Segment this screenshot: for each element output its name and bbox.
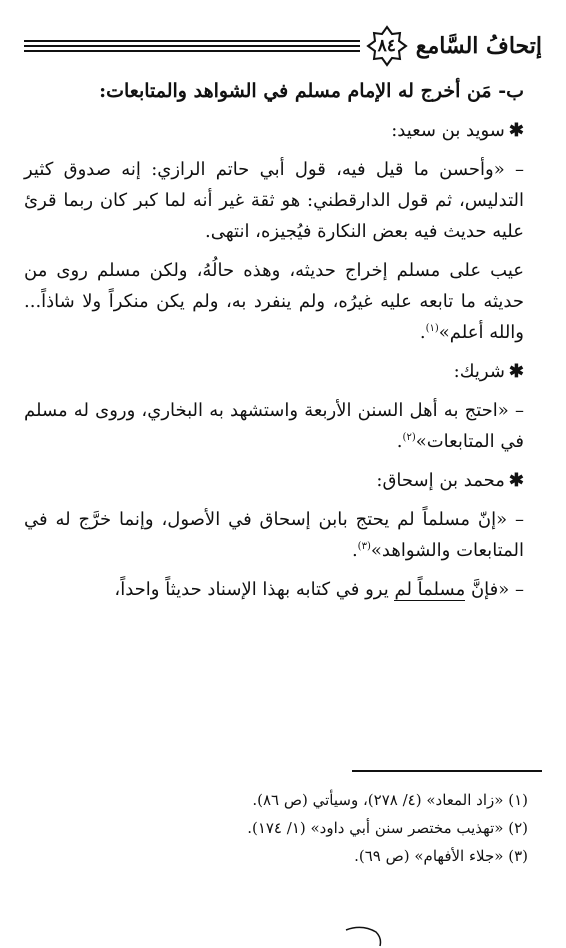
page-number-badge: [366, 25, 408, 67]
paragraph-text: – «فإنَّ مسلماً لم يرو في كتابه بهذا الإسناد حديثاً واحداً،: [114, 579, 524, 600]
narrator-heading: [24, 465, 542, 496]
section-heading: ب- مَن أخرج له الإمام مسلم في الشواهد والمتابعات:: [99, 80, 524, 102]
paragraph-text: – «إنّ مسلماً لم يحتج بابن إسحاق في الأصول، وإنما خرَّج له في المتابعات والشواهد»$^{(٣)}$.: [24, 509, 524, 561]
narrator-heading: [24, 115, 542, 146]
asterisk-icon: ✱: [508, 361, 524, 382]
page-number: ٨٤: [377, 36, 396, 56]
underlined-text: مسلماً لم: [394, 579, 466, 600]
quote-paragraph: [24, 395, 542, 457]
footnotes: [24, 788, 542, 872]
narrator-name: محمد بن إسحاق:: [376, 470, 505, 491]
narrator-heading: [24, 356, 542, 387]
footnote-separator: [352, 770, 542, 772]
quote-paragraph: [24, 255, 542, 348]
asterisk-icon: ✱: [508, 120, 524, 141]
footnote: (١) «زاد المعاد» (٤/ ٢٧٨)، وسيأتي (ص ٨٦).: [252, 791, 528, 809]
footnote-ref: (٢): [402, 432, 416, 443]
paragraph-text: – «احتج به أهل السنن الأربعة واستشهد به البخاري، وروى له مسلم في المتابعات»$^{(٢)}$.: [24, 400, 524, 452]
quote-paragraph: [24, 504, 542, 566]
narrator-name: سويد بن سعيد:: [391, 120, 505, 141]
quote-paragraph: [24, 154, 542, 247]
page-body: [24, 76, 542, 605]
header-rule: [24, 40, 360, 52]
asterisk-icon: ✱: [508, 470, 524, 491]
paragraph-text: عيب على مسلم إخراج حديثه، وهذه حالُهُ، ولكن مسلم روى من حديثه ما تابعه عليه غيرُه، ولم ينفرد به، ولم يكن منكراً ولا شاذاً... والله أعلم»$^{(١)}$.: [24, 260, 524, 343]
footnote-ref: (٣): [357, 541, 371, 552]
footnote: (٢) «تهذيب مختصر سنن أبي داود» (١/ ١٧٤).: [247, 819, 528, 837]
page-curl-mark-icon: [342, 924, 386, 948]
narrator-name: شريك:: [453, 361, 505, 382]
quote-paragraph: [24, 574, 542, 605]
book-title: إتحافُ السَّامع: [415, 33, 542, 59]
footnote: (٣) «جلاء الأفهام» (ص ٦٩).: [354, 847, 528, 865]
footnote-ref: (١): [425, 323, 439, 334]
running-header: [24, 22, 542, 70]
book-page: [24, 22, 542, 922]
paragraph-text: – «وأحسن ما قيل فيه، قول أبي حاتم الرازي: إنه صدوق كثير التدليس، ثم قول الدارقطني: هو ثقة غير أنه لما كبر كان ربما قرئ عليه حديث فيه بعض النكارة فيُجيزه، انتهى.: [24, 159, 524, 242]
